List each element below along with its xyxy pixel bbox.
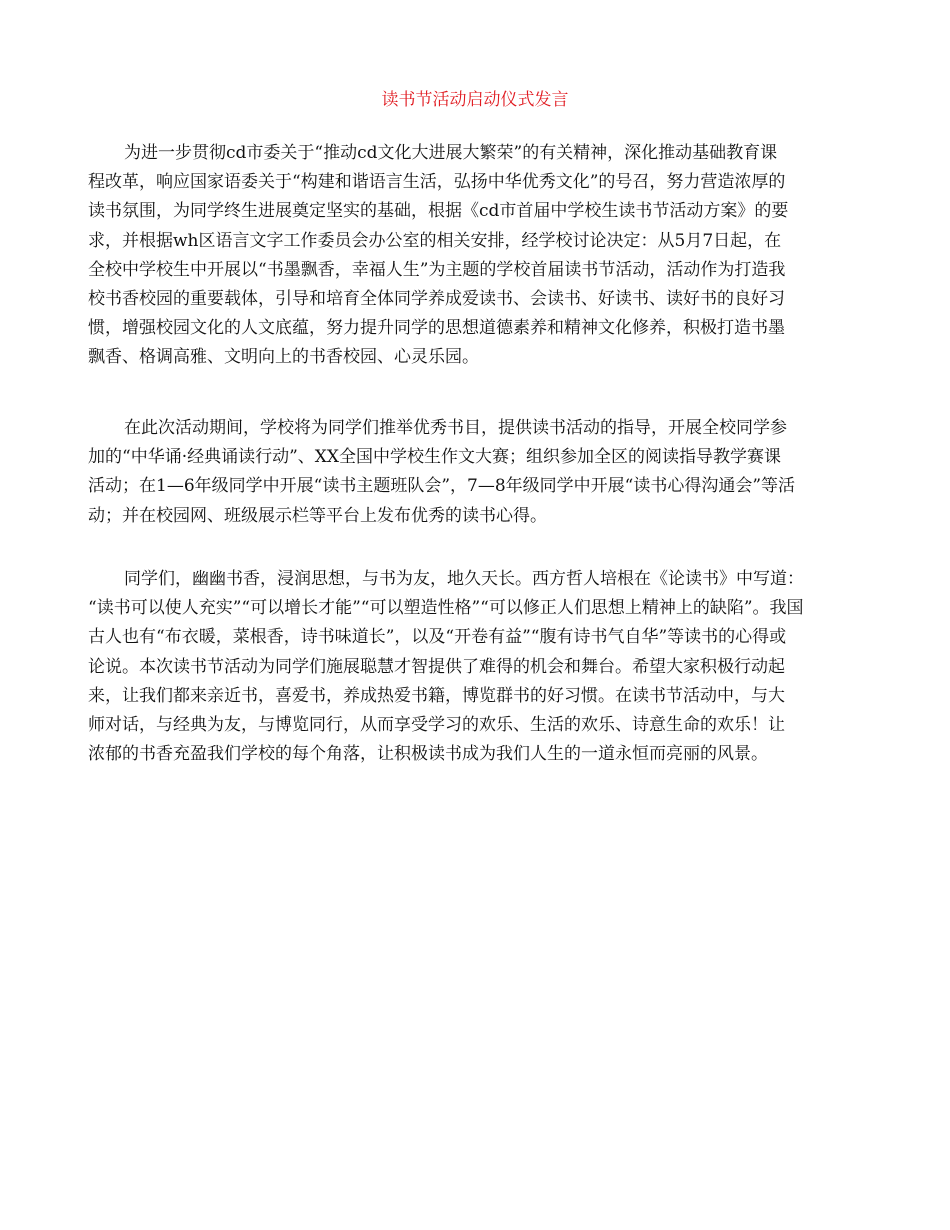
paragraph-line: 动；并在校园网、班级展示栏等平台上发布优秀的读书心得。: [88, 505, 547, 526]
paragraph-line: 飘香、格调高雅、文明向上的书香校园、心灵乐园。: [88, 347, 479, 368]
paragraph-line: 加的“中华诵·经典诵读行动”、XX全国中学校生作文大赛；组织参加全区的阅读指导教学赛课: [88, 447, 781, 468]
paragraph-line: 在此次活动期间，学校将为同学们推举优秀书目，提供读书活动的指导，开展全校同学参: [124, 418, 787, 438]
paragraph-line: 活动；在1—6年级同学中开展“读书主题班队会”，7—8年级同学中开展“读书心得沟通会”等活: [88, 476, 796, 497]
paragraph-line: 读书氛围，为同学终生进展奠定坚实的基础，根据《cd市首届中学校生读书节活动方案》的要: [88, 201, 789, 222]
paragraph-line: 古人也有“布衣暖，菜根香，诗书味道长”，以及“开卷有益”“腹有诗书气自华”等读书的心得或: [88, 627, 787, 648]
paragraph-2: [88, 414, 864, 531]
paragraph-line: 论说。本次读书节活动为同学们施展聪慧才智提供了难得的机会和舞台。希望大家积极行动起: [88, 656, 785, 677]
paragraph-line: 为进一步贯彻cd市委关于“推动cd文化大进展大繁荣”的有关精神，深化推动基础教育课: [124, 143, 778, 163]
paragraph-line: 求，并根据wh区语言文字工作委员会办公室的相关安排，经学校讨论决定：从5月7日起，在: [88, 230, 782, 251]
paragraph-line: “读书可以使人充实”“可以增长才能”“可以塑造性格”“可以修正人们思想上精神上的缺陷”。我国: [88, 598, 804, 619]
paragraph-line: 浓郁的书香充盈我们学校的每个角落，让积极读书成为我们人生的一道永恒而亮丽的风景。: [88, 744, 768, 765]
paragraph-line: 来，让我们都来亲近书，喜爱书，养成热爱书籍，博览群书的好习惯。在读书节活动中，与大: [88, 685, 785, 706]
paragraph-line: 师对话，与经典为友，与博览同行，从而享受学习的欢乐、生活的欢乐、诗意生命的欢乐！让: [88, 715, 785, 736]
paragraph-line: 惯，增强校园文化的人文底蕴，努力提升同学的思想道德素养和精神文化修养，积极打造书墨: [88, 318, 785, 339]
document-title: 读书节活动启动仪式发言: [381, 90, 569, 110]
paragraph-3: [88, 565, 864, 769]
paragraph-1: [88, 139, 864, 373]
paragraph-line: 校书香校园的重要载体，引导和培育全体同学养成爱读书、会读书、好读书、读好书的良好习: [88, 289, 785, 310]
paragraph-line: 程改革，响应国家语委关于“构建和谐语言生活，弘扬中华优秀文化”的号召，努力营造浓厚的: [88, 172, 786, 193]
paragraph-line: 同学们，幽幽书香，浸润思想，与书为友，地久天长。西方哲人培根在《论读书》中写道：: [124, 569, 804, 589]
paragraph-line: 全校中学校生中开展以“书墨飘香，幸福人生”为主题的学校首届读书节活动，活动作为打造我: [88, 259, 786, 280]
